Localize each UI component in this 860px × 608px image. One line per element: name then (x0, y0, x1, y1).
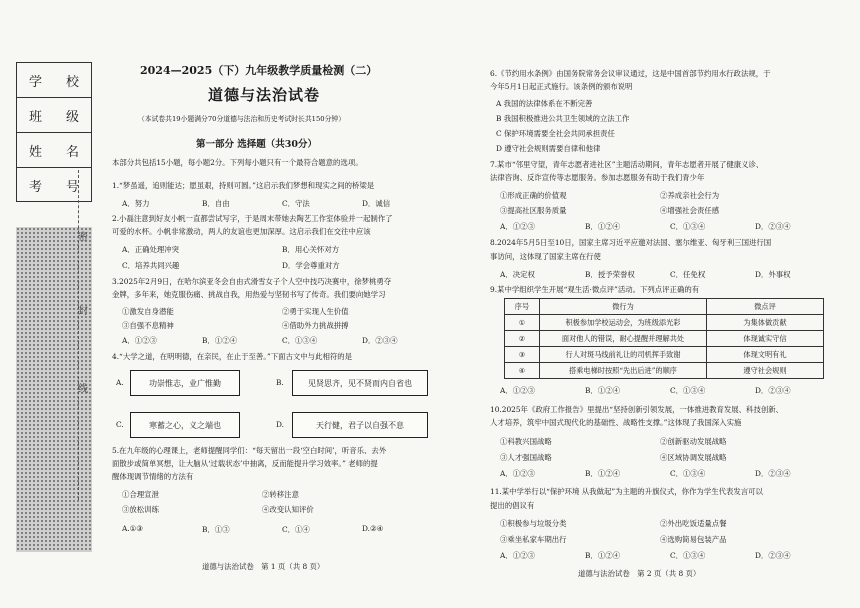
question-8: 8.2024年5月5日至10日，国家主席习近平应邀对法国、塞尔维亚、匈牙利三国进行国 (490, 238, 772, 247)
question-1: 1.“梦虽遥，追则能达；愿虽艰，持则可圆。”这启示我们梦想和现实之间的桥梁是 (112, 181, 375, 190)
option: D．诚信 (362, 199, 391, 208)
table-row (505, 363, 824, 379)
choice: C．①③④ (670, 469, 706, 478)
option: ④选购简易包装产品 (660, 535, 727, 544)
evaluation-table (504, 298, 824, 379)
page-footer: 道德与法治试卷 第 2 页（共 8 页） (578, 569, 701, 578)
choice: C．①③④ (670, 551, 706, 560)
question-5: 5.在九年级的心理课上，老师提醒同学们：“每天留出一段‘空白时间’，听音乐、去外 (112, 446, 387, 455)
table-cell: 体现文明有礼 (707, 347, 824, 363)
choice: A．①②③ (500, 222, 535, 231)
choice: A．①②③ (500, 551, 535, 560)
choice: B．①②④ (585, 469, 620, 478)
box-label: A. (116, 378, 124, 387)
option: ③放松训练 (122, 505, 159, 514)
option: B．自由 (202, 199, 230, 208)
option: ①科教兴国战略 (500, 437, 552, 446)
exam-note: （本试卷共19小题满分70分道德与法治和历史考试时长共150分钟） (138, 115, 345, 123)
exam-title: 2024—2025（下）九年级教学质量检测（二） (140, 64, 378, 77)
option: ④增强社会责任感 (660, 206, 720, 215)
question-6: 6.《节约用水条例》由国务院常务会议审议通过，这是中国首部节约用水行政法规，于 (490, 69, 771, 78)
option: C．培养共同兴趣 (122, 261, 180, 270)
info-row-school (17, 63, 91, 98)
question-5-line: 醒体现调节情绪的方法有 (112, 472, 194, 481)
question-6-line: 今年5月1日起正式施行。该条例的颁布说明 (490, 82, 633, 91)
choice: A．①②③ (500, 469, 535, 478)
table-cell: 搭乘电梯时按照“先出后进”的顺序 (540, 363, 707, 379)
option-box: 见贤思齐，见不贤而内自省也 (292, 370, 428, 396)
choice: B．①②④ (585, 222, 620, 231)
question-8-line: 事访问，这体现了国家主席在行使 (490, 252, 601, 261)
info-label-char: 考 (28, 180, 42, 195)
option: ②创新驱动发展战略 (660, 437, 727, 446)
option: ①积极参与垃圾分类 (500, 519, 567, 528)
table-cell: 遵守社会规则 (707, 363, 824, 379)
question-11-line: 提出的倡议有 (490, 501, 535, 510)
option: B 我国积极推进公共卫生领域的立法工作 (496, 114, 630, 123)
page-footer: 道德与法治试卷 第 1 页（共 8 页） (202, 562, 325, 571)
option: C．守法 (282, 199, 310, 208)
choice: A．决定权 (500, 270, 535, 279)
table-row (505, 331, 824, 347)
table-cell: 为集体做贡献 (707, 315, 824, 331)
info-label-char: 号 (65, 180, 79, 195)
question-2-line: 可爱的水杯。小帆非常激动，两人的友谊也更加深厚。这启示我们在交往中应该 (112, 227, 371, 236)
option-box: 功崇惟志，业广惟勤 (130, 370, 240, 396)
question-2: 2.小磊注意到好友小帆一直都尝试写字，于是周末带她去陶艺工作室体验并一起制作了 (112, 214, 393, 223)
choice: C．①③④ (282, 336, 318, 345)
option: ③人才强国战略 (500, 453, 552, 462)
choice: B．①②④ (585, 551, 620, 560)
choice: A．①②③ (122, 336, 157, 345)
choice: C．①③④ (670, 222, 706, 231)
option: ①合理宣泄 (122, 490, 159, 499)
option: ①激发自身潜能 (122, 307, 174, 316)
info-label-char: 姓 (28, 144, 42, 160)
option: ①形成正确的价值观 (500, 191, 567, 200)
option: ②养成亲社会行为 (660, 191, 720, 200)
table-header-row (505, 299, 824, 315)
option: ②转移注意 (262, 490, 299, 499)
option: D 遵守社会规则需要自律和他律 (496, 144, 601, 153)
choice: C．任免权 (670, 270, 706, 279)
question-4: 4.“大学之道，在明明德，在亲民，在止于至善。”下面古文中与此相符的是 (112, 352, 353, 361)
choice: D．外事权 (755, 270, 791, 279)
info-row-name (17, 133, 91, 168)
section-heading: 第一部分 选择题（共30分） (196, 139, 318, 150)
choice: D．②③④ (362, 336, 398, 345)
column-header: 序号 (505, 299, 540, 315)
option: A．正确处理冲突 (122, 245, 180, 254)
table-cell: 面对他人的错误，耐心提醒并理解共处 (540, 331, 707, 347)
table-cell: 积极参加学校运动会，为班级添光彩 (540, 315, 707, 331)
choice: D.②④ (362, 524, 384, 533)
choice: D．②③④ (755, 222, 791, 231)
option: A．努力 (122, 199, 150, 208)
choice: B．①②④ (202, 336, 237, 345)
question-9: 9.某中学组织学生开展“观生活·微点评”活动。下列点评正确的有 (490, 285, 700, 294)
seal-line-char: 线 (78, 384, 88, 395)
info-label-char: 校 (65, 74, 79, 90)
option: ③提高社区服务质量 (500, 206, 567, 215)
column-header: 微行为 (540, 299, 707, 315)
info-label-char: 名 (65, 144, 79, 160)
info-label-char: 班 (28, 109, 42, 125)
option: C 保护环境需要全社会共同承担责任 (496, 129, 615, 138)
choice: B．授予荣誉权 (585, 270, 635, 279)
table-cell: ④ (505, 363, 540, 379)
option: ③自强不息精神 (122, 321, 174, 330)
option-box: 天行健，君子以自强不息 (292, 412, 428, 438)
option: ④改变认知评价 (262, 505, 314, 514)
choice: D．②③④ (755, 551, 791, 560)
choice: B．①②④ (585, 386, 620, 395)
option: D．学会尊重对方 (282, 261, 340, 270)
choice: A.①③ (122, 524, 143, 533)
choice: D．②③④ (755, 469, 791, 478)
question-10: 10.2025年《政府工作报告》里提出“坚持创新引领发展，一体推进教育发展、科技创新、 (490, 405, 784, 414)
choice: B．①③ (202, 525, 230, 534)
option: ②外出吃饭适量点餐 (660, 519, 727, 528)
question-7-line: 法律咨询、反诈宣传等志愿服务。参加志愿服务有助于我们青少年 (490, 173, 705, 182)
table-cell: ① (505, 315, 540, 331)
question-3: 3.2025年2月9日，在哈尔滨亚冬会自由式滑雪女子个人空中技巧决赛中，徐梦桃勇夺 (112, 277, 392, 286)
seal-line (78, 170, 99, 500)
seal-line-char: 密 (78, 232, 88, 243)
table-cell: ② (505, 331, 540, 347)
question-7: 7.某市“邻里守望，青年志愿者进社区”主题活动期间，青年志愿者开展了健康义诊、 (490, 160, 764, 169)
choice: A．①②③ (500, 386, 535, 395)
choice: C．①④ (282, 525, 310, 534)
table-row (505, 347, 824, 363)
option: ④区域协调发展战略 (660, 453, 727, 462)
box-label: B. (276, 378, 284, 387)
box-label: D. (276, 420, 285, 429)
table-row (505, 315, 824, 331)
info-row-class (17, 98, 91, 133)
option: ②勇于实现人生价值 (282, 307, 349, 316)
table-cell: 行人对斑马线前礼让的司机挥手致谢 (540, 347, 707, 363)
question-3-line: 金牌，多年来，她克服伤痛、挑战自我，用热爱与坚韧书写了传奇。我们要向她学习 (112, 290, 386, 299)
table-cell: 体现诚实守信 (707, 331, 824, 347)
question-11: 11.某中学举行以“保护环境 从我做起”为主题的升旗仪式，你作为学生代表发言可以 (490, 487, 763, 496)
info-label-char: 级 (65, 109, 79, 125)
option: ③乘坐私家车期出行 (500, 535, 567, 544)
seal-line-char: 封 (78, 306, 88, 317)
option-box: 寒蓄之心，义之端也 (130, 412, 240, 438)
table-cell: ③ (505, 347, 540, 363)
subject-title: 道德与法治试卷 (208, 86, 321, 104)
option: ④借助外力挑战拼搏 (282, 321, 349, 330)
option: A 我国的法律体系在不断完善 (496, 99, 593, 108)
info-label-char: 学 (28, 74, 42, 90)
question-5-line: 面散步或简单冥想，让大脑从‘过载状态’中抽离，反而能提升学习效率。” 老师的提 (112, 459, 378, 468)
column-header: 微点评 (707, 299, 824, 315)
choice: C．①③④ (670, 386, 706, 395)
option: B．用心关怀对方 (282, 245, 340, 254)
choice: D．②③④ (755, 386, 791, 395)
question-10-line: 人才培养，筑牢中国式现代化的基础性、战略性支撑。”这体现了我国深入实施 (490, 418, 742, 427)
section-intro: 本部分共包括15小题，每小题2分。下列每小题只有一个最符合题意的选项。 (112, 158, 363, 167)
box-label: C. (116, 420, 124, 429)
